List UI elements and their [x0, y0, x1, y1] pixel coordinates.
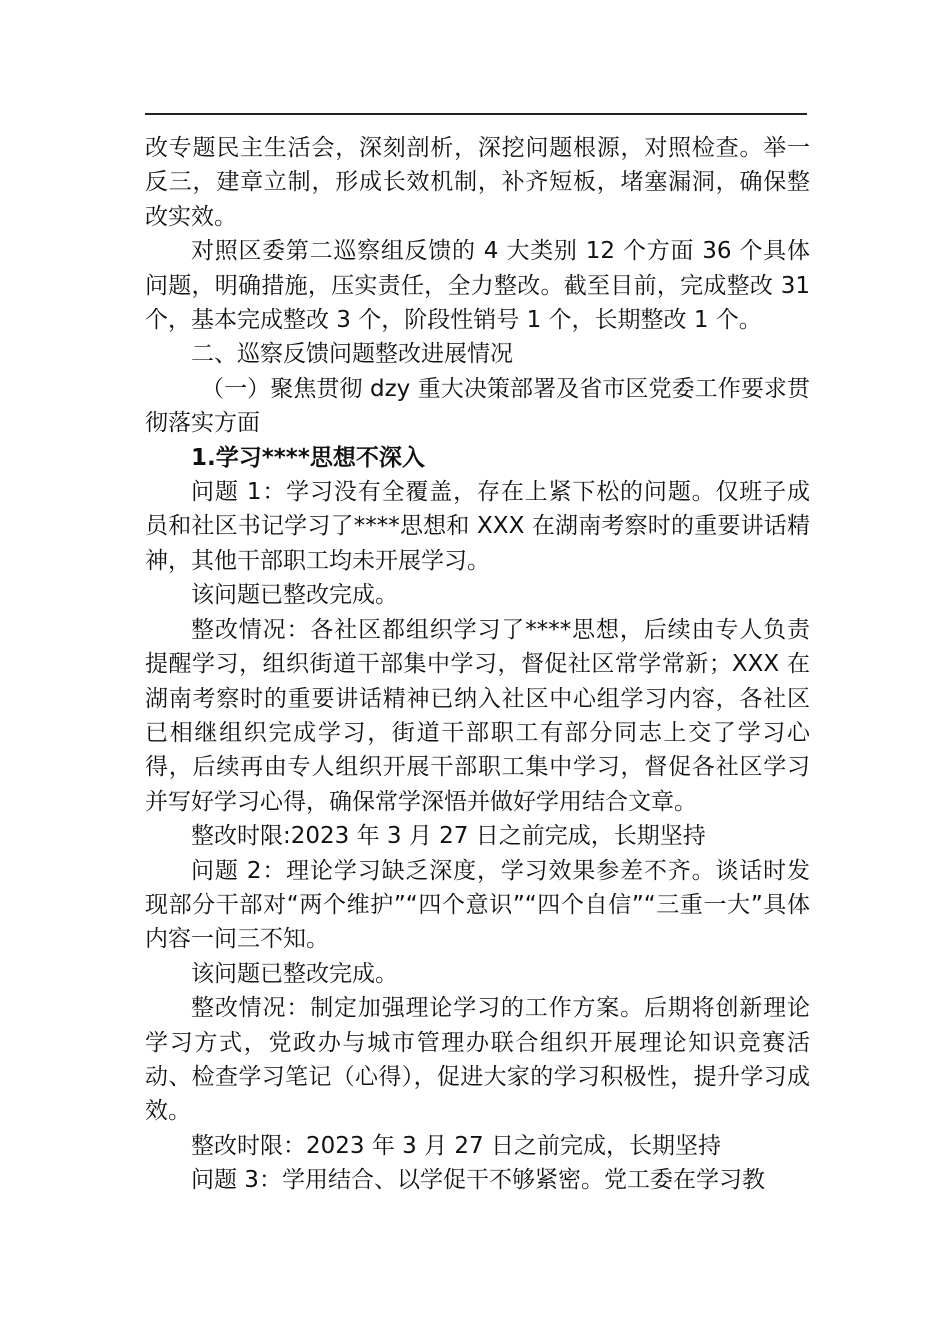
problem-2: 问题 2：理论学习缺乏深度，学习效果参差不齐。谈话时发现部分干部对“两个维护”“四个意识”“四个自信”“三重一大”具体内容一问三不知。: [145, 857, 810, 953]
header-rule: [145, 113, 807, 115]
problem-3: 问题 3：学用结合、以学促干不够紧密。党工委在学习教: [191, 1167, 765, 1194]
section-heading: 二、巡察反馈问题整改进展情况: [191, 341, 513, 368]
problem-2-status: 该问题已整改完成。: [191, 960, 398, 987]
problem-2-rectification: 整改情况：制定加强理论学习的工作方案。后期将创新理论学习方式，党政办与城市管理办联合组织开展理论知识竞赛活动、检查学习笔记（心得），促进大家的学习积极性，提升学习成效。: [145, 995, 810, 1125]
problem-1-status: 该问题已整改完成。: [191, 582, 398, 609]
subsection-heading: （一）聚焦贯彻 dzy 重大决策部署及省市区党委工作要求贯彻落实方面: [145, 375, 810, 437]
item-heading: 1.学习****思想不深入: [191, 444, 425, 471]
problem-1-deadline: 整改时限:2023 年 3 月 27 日之前完成，长期坚持: [191, 823, 706, 850]
problem-1: 问题 1：学习没有全覆盖，存在上紧下松的问题。仅班子成员和社区书记学习了****思想和 XXX 在湖南考察时的重要讲话精神，其他干部职工均未开展学习。: [145, 479, 810, 574]
problem-2-deadline: 整改时限：2023 年 3 月 27 日之前完成，长期坚持: [191, 1132, 721, 1159]
paragraph-rectification-summary: 对照区委第二巡察组反馈的 4 大类别 12 个方面 36 个具体问题，明确措施，压实责任，全力整改。截至目前，完成整改 31 个，基本完成整改 3 个，阶段性销号 1 个，长期整改 1 个。: [145, 238, 810, 334]
document-body: [145, 131, 810, 1198]
problem-1-rectification: 整改情况：各社区都组织学习了****思想，后续由专人负责提醒学习，组织街道干部集中学习，督促社区常学常新；XXX 在湖南考察时的重要讲话精神已纳入社区中心组学习内容，各社区已相继组织完成学习，街道干部职工有部分同志上交了学习心得，后续再由专人组织开展干部职工集中学习，督促各社区学习并写好学习心得，确保常学深悟并做好学用结合文章。: [145, 616, 810, 815]
paragraph-rectification-intro: 改专题民主生活会，深刻剖析，深挖问题根源，对照检查。举一反三，建章立制，形成长效机制，补齐短板，堵塞漏洞，确保整改实效。: [145, 135, 810, 230]
